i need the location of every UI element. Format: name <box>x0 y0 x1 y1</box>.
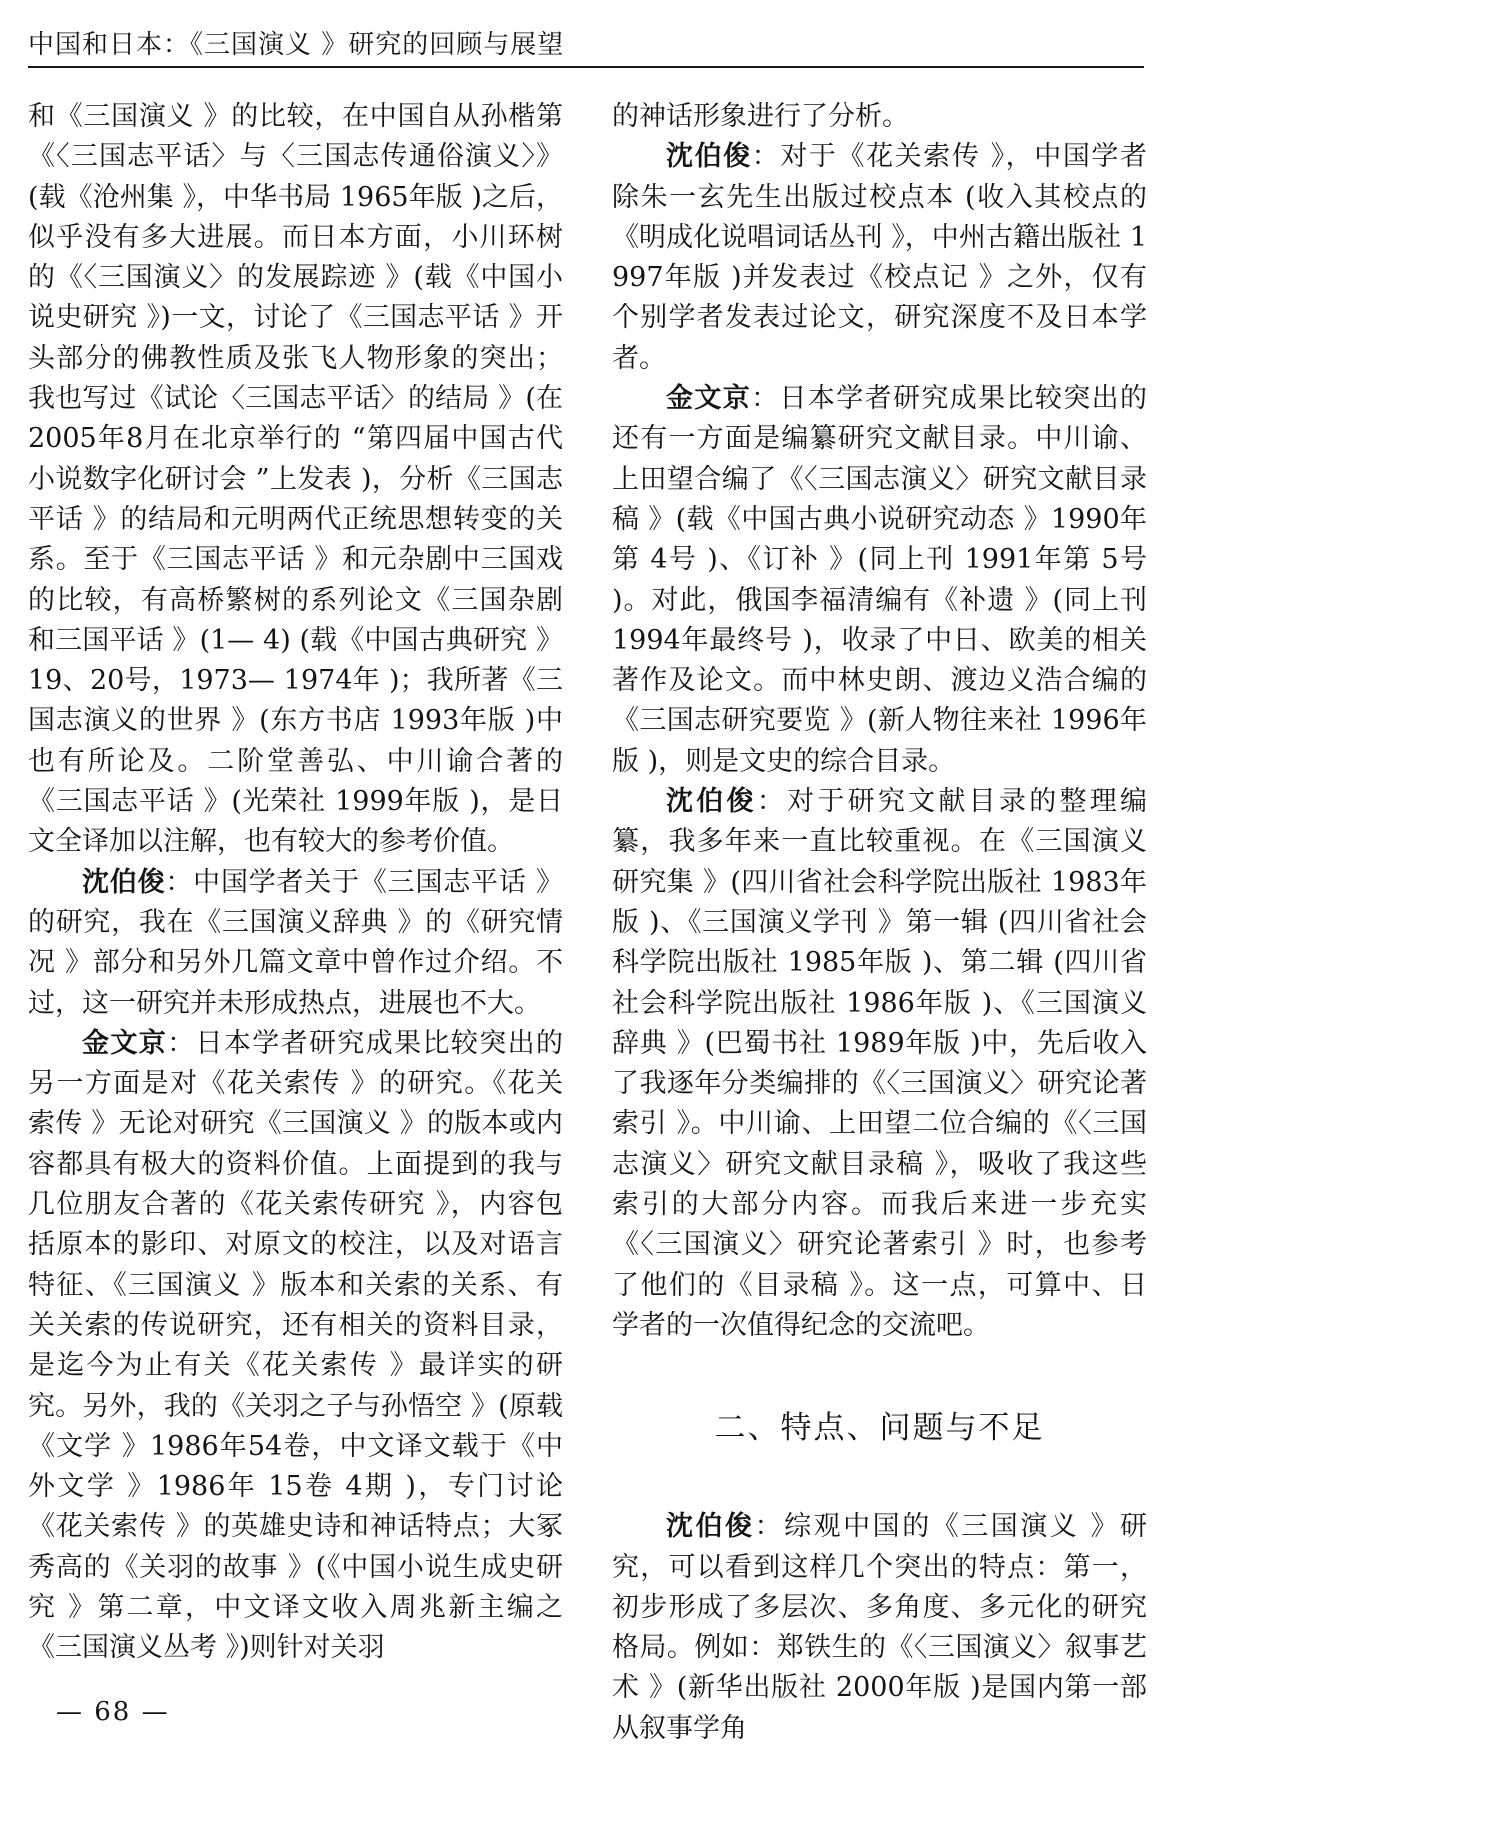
speaker-name: 沈伯俊 <box>666 786 757 818</box>
paragraph <box>612 97 1147 137</box>
paragraph <box>612 137 1147 379</box>
paragraph <box>612 379 1156 782</box>
speaker-name: 金文京 <box>82 1027 168 1059</box>
paragraph <box>28 1024 563 1669</box>
speaker-name: 沈伯俊 <box>666 1511 755 1543</box>
running-header: 中国和日本：《三国演义 》研究的回顾与展望 <box>28 30 565 60</box>
speaker-name: 沈伯俊 <box>666 141 752 173</box>
speaker-name: 沈伯俊 <box>82 866 166 898</box>
paragraph-text: ：综观中国的《三国演义 》研究，可以看到这样几个突出的特点：第一，初步形成了多层次、多角度、多元化的研究格局。例如：郑铁生的《〈三国演义〉叙事艺术 》(新华出版社 2000年版 )是国内第一部从叙事学角 <box>612 1511 1147 1744</box>
paragraph-text: ：对于《花关索传 》，中国学者除朱一玄先生出版过校点本 (收入其校点的《明成化说唱词话丛刊 》，中州古籍出版社 1997年版 )并发表过《校点记 》之外，仅有个别学者发表过论文，研究深度不及日本学者。 <box>612 141 1147 374</box>
left-column <box>28 97 572 1669</box>
paragraph-text: ：日本学者研究成果比较突出的另一方面是对《花关索传 》的研究。《花关索传 》无论对研究《三国演义 》的版本或内容都具有极大的资料价值。上面提到的我与几位朋友合著的《花关索传研究 》，内容包括原本的影印、对原文的校注，以及对语言特征、《三国演义 》版本和关索的关系、有关关索的传说研究，还有相关的资料目录，是迄今为止有关《花关索传 》最详实的研究。另外，我的《关羽之子与孙悟空 》(原载《文学 》1986年54卷，中文译文载于《中外文学 》1986年 15卷 4期 )，专门讨论《花关索传 》的英雄史诗和神话特点；大冢秀高的《关羽的故事 》(《中国小说生成史研究 》第二章，中文译文收入周兆新主编之《三国演义丛考 》)则针对关羽 <box>28 1027 563 1664</box>
paragraph-text: ：对于研究文献目录的整理编纂，我多年来一直比较重视。在《三国演义研究集 》(四川省社会科学院出版社 1983年版 )、《三国演义学刊 》第一辑 (四川省社会科学院出版社 1985年版 )、第二辑 (四川省社会科学院出版社 1986年版 )、《三国演义辞典 》(巴蜀书社 1989年版 )中，先后收入了我逐年分类编排的《〈三国演义〉研究论著索引 》。中川谕、上田望二位合编的《〈三国志演义〉研究文献目录稿 》，吸收了我这些索引的大部分内容。而我后来进一步充实《〈三国演义〉研究论著索引 》时，也参考了他们的《目录稿 》。这一点，可算中、日学者的一次值得纪念的交流吧。 <box>612 786 1148 1341</box>
paragraph-text: ：中国学者关于《三国志平话 》的研究，我在《三国演义辞典 》的《研究情况 》部分和另外几篇文章中曾作过介绍。不过，这一研究并未形成热点，进展也不大。 <box>28 866 563 1019</box>
paragraph-text: 和《三国演义 》的比较，在中国自从孙楷第《〈三国志平话〉与〈三国志传通俗演义〉》(载《沧州集 》，中华书局 1965年版 )之后，似乎没有多大进展。而日本方面，小川环树的《〈三国演义〉的发展踪迹 》(载《中国小说史研究 》)一文，讨论了《三国志平话 》开头部分的佛教性质及张飞人物形象的突出；我也写过《试论〈三国志平话〉的结局 》(在 2005年8月在北京举行的 “第四届中国古代小说数字化研讨会 ”上发表 )，分析《三国志平话 》的结局和元明两代正统思想转变的关系。至于《三国志平话 》和元杂剧中三国戏的比较，有高桥繁树的系列论文《三国杂剧和三国平话 》(1— 4) (载《中国古典研究 》19、20号，1973— 1974年 )；我所著《三国志演义的世界 》(东方书店 1993年版 )中也有所论及。二阶堂善弘、中川谕合著的《三国志平话 》(光荣社 1999年版 )，是日文全译加以注解，也有较大的参考价值。 <box>28 101 572 858</box>
paragraph <box>28 97 572 863</box>
right-column <box>612 97 1156 1749</box>
paragraph-text: 的神话形象进行了分析。 <box>612 101 909 132</box>
paragraph-text: ：日本学者研究成果比较突出的还有一方面是编纂研究文献目录。中川谕、上田望合编了《〈三国志演义〉研究文献目录稿 》(载《中国古典小说研究动态 》1990年第 4号 )、《订补 》(同上刊 1991年第 5号 )。对此，俄国李福清编有《补遗 》(同上刊 1994年最终号 )，收录了中日、欧美的相关著作及论文。而中林史朗、渡边义浩合编的《三国志研究要览 》(新人物往来社 1996年版 )，则是文史的综合目录。 <box>612 383 1156 777</box>
paragraph <box>612 782 1147 1346</box>
header-rule <box>28 66 1144 68</box>
speaker-name: 金文京 <box>666 383 752 415</box>
section-heading: 二、特点、问题与不足 <box>714 1410 1045 1447</box>
paragraph <box>612 1507 1147 1749</box>
page-number: — 68 — <box>56 1697 170 1727</box>
paragraph <box>28 863 563 1024</box>
